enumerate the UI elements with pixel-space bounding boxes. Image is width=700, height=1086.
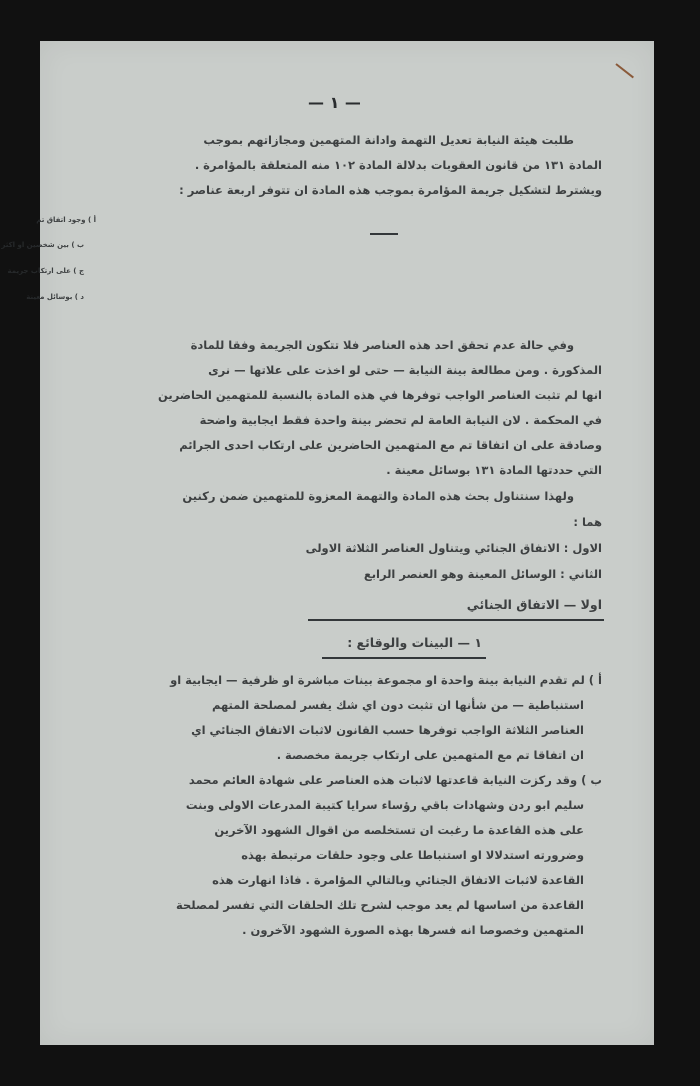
point-line: ان اتفاقا تم مع المتهمين على ارتكاب جريمة مخصصة . bbox=[276, 748, 584, 762]
pillar-item: الثاني : الوسائل المعينة وهو العنصر الرابع bbox=[363, 567, 602, 581]
point-line: وضرورته استدلالا او استنباطا على وجود حلقات مرتبطة بهذه bbox=[241, 848, 584, 862]
subsection-heading: ١ — البينات والوقائع : bbox=[347, 635, 482, 650]
point-line: سليم ابو ردن وشهادات باقي رؤساء سرايا كتيبة المدرعات الاولى وبنت bbox=[185, 798, 584, 812]
point-line: المتهمين وخصوصا انه فسرها بهذه الصورة الشهود الآخرون . bbox=[242, 923, 584, 937]
heading-underline bbox=[308, 619, 604, 621]
point-line: ب ) وقد ركزت النيابة قاعدتها لاثبات هذه العناصر على شهادة العائم محمد bbox=[188, 773, 602, 787]
element-item: أ ) وجود اتفاق تم bbox=[36, 216, 96, 224]
intro-line: ويشترط لتشكيل جريمة المؤامرة بموجب هذه المادة ان تتوفر اربعة عناصر : bbox=[179, 183, 602, 197]
point-line: استنباطية — من شأنها ان تثبت دون اي شك يفسر لمصلحة المتهم bbox=[211, 698, 584, 712]
body-line: في المحكمة . لان النيابة العامة لم تحضر بينة واحدة فقط ايجابية واضحة bbox=[199, 413, 602, 427]
point-line: القاعدة من اساسها لم يعد موجب لشرح تلك الحلقات التي تفسر لمصلحة bbox=[176, 898, 584, 912]
element-item: د ) بوسائل معينة bbox=[26, 293, 84, 301]
intro-line: المادة ١٣١ من قانون العقوبات بدلالة المادة ١٠٢ منه المتعلقة بالمؤامرة . bbox=[194, 158, 602, 172]
underline-mark bbox=[370, 233, 398, 235]
section-heading: اولا — الاتفاق الجنائي bbox=[466, 597, 602, 612]
element-item: ب ) بين شخصين او اكثر bbox=[1, 241, 84, 249]
pen-mark bbox=[615, 63, 634, 78]
body-line: المذكورة . ومن مطالعة بينة النيابة — حتى لو اخذت على علاتها — نرى bbox=[208, 363, 602, 377]
intro-line: طلبت هيئة النيابة تعديل التهمة وادانة المتهمين ومجازاتهم بموجب bbox=[203, 133, 574, 147]
pillar-item: الاول : الاتفاق الجنائي ويتناول العناصر الثلاثة الاولى bbox=[305, 541, 602, 555]
body-line: وفي حالة عدم تحقق احد هذه العناصر فلا تتكون الجريمة وفقا للمادة bbox=[190, 338, 574, 352]
body-line: هما : bbox=[573, 515, 602, 529]
body-line: التي حددتها المادة ١٣١ بوسائل معينة . bbox=[386, 463, 602, 477]
document-page bbox=[1, 41, 654, 1045]
body-line: انها لم تثبت العناصر الواجب توفرها في هذه المادة بالنسبة للمتهمين الحاضرين bbox=[158, 388, 602, 402]
point-line: القاعدة لاثبات الاتفاق الجنائي وبالتالي المؤامرة . فاذا انهارت هذه bbox=[212, 873, 584, 887]
body-line: وصادقة على ان اتفاقا تم مع المتهمين الحاضرين على ارتكاب احدى الجرائم bbox=[179, 438, 602, 452]
subheading-underline bbox=[322, 657, 486, 659]
point-line: على هذه القاعدة ما رغبت ان تستخلصه من اقوال الشهود الآخرين bbox=[214, 823, 584, 837]
body-line: ولهذا سنتناول بحث هذه المادة والتهمة المعزوة للمتهمين ضمن ركنين bbox=[182, 489, 574, 503]
page-number: — ١ — bbox=[308, 93, 361, 112]
element-item: ج ) على ارتكاب جريمة bbox=[7, 267, 84, 275]
point-line: العناصر الثلاثة الواجب توفرها حسب القانون لاثبات الاتفاق الجنائي اي bbox=[191, 723, 584, 737]
point-line: أ ) لم تقدم النيابة بينة واحدة او مجموعة بينات مباشرة او ظرفية — ايجابية او bbox=[170, 673, 602, 687]
